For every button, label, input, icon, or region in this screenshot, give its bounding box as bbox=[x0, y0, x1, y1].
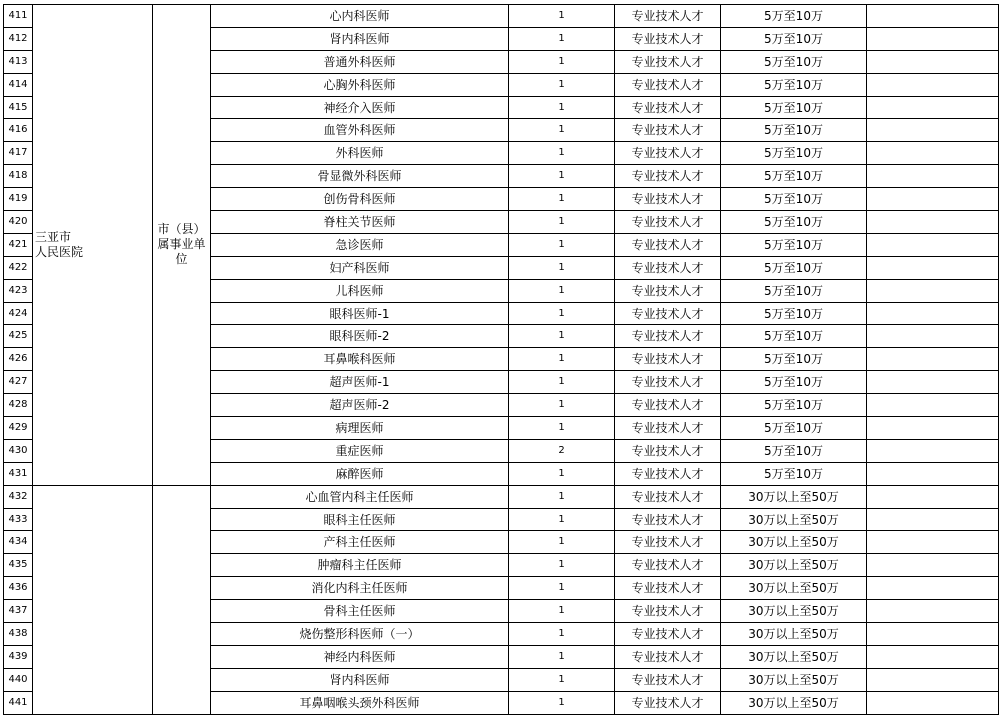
remarks-cell bbox=[867, 233, 999, 256]
table-row bbox=[4, 5, 999, 28]
salary-range-cell: 5万至10万 bbox=[721, 96, 867, 119]
talent-type-cell: 专业技术人才 bbox=[615, 27, 721, 50]
remarks-cell bbox=[867, 50, 999, 73]
talent-type-cell: 专业技术人才 bbox=[615, 96, 721, 119]
employer-unit-cell bbox=[33, 485, 153, 714]
row-number-cell: 415 bbox=[4, 96, 33, 119]
talent-type-cell: 专业技术人才 bbox=[615, 485, 721, 508]
salary-range-cell: 5万至10万 bbox=[721, 256, 867, 279]
position-name-cell: 肾内科医师 bbox=[211, 668, 509, 691]
row-number-cell: 435 bbox=[4, 554, 33, 577]
talent-type-cell: 专业技术人才 bbox=[615, 142, 721, 165]
row-number-cell: 441 bbox=[4, 691, 33, 714]
remarks-cell bbox=[867, 577, 999, 600]
talent-type-cell: 专业技术人才 bbox=[615, 211, 721, 234]
position-name-cell: 肾内科医师 bbox=[211, 27, 509, 50]
headcount-cell: 1 bbox=[509, 119, 615, 142]
unit-type-cell: 市（县） 属事业单 位 bbox=[153, 5, 211, 486]
headcount-cell: 1 bbox=[509, 27, 615, 50]
remarks-cell bbox=[867, 371, 999, 394]
talent-type-cell: 专业技术人才 bbox=[615, 233, 721, 256]
salary-range-cell: 5万至10万 bbox=[721, 302, 867, 325]
position-name-cell: 血管外科医师 bbox=[211, 119, 509, 142]
headcount-cell: 1 bbox=[509, 325, 615, 348]
row-number-cell: 430 bbox=[4, 439, 33, 462]
remarks-cell bbox=[867, 256, 999, 279]
salary-range-cell: 5万至10万 bbox=[721, 211, 867, 234]
headcount-cell: 2 bbox=[509, 439, 615, 462]
row-number-cell: 422 bbox=[4, 256, 33, 279]
remarks-cell bbox=[867, 623, 999, 646]
talent-type-cell: 专业技术人才 bbox=[615, 600, 721, 623]
position-name-cell: 神经内科医师 bbox=[211, 645, 509, 668]
salary-range-cell: 5万至10万 bbox=[721, 142, 867, 165]
position-name-cell: 心内科医师 bbox=[211, 5, 509, 28]
remarks-cell bbox=[867, 417, 999, 440]
position-name-cell: 急诊医师 bbox=[211, 233, 509, 256]
talent-type-cell: 专业技术人才 bbox=[615, 371, 721, 394]
row-number-cell: 439 bbox=[4, 645, 33, 668]
headcount-cell: 1 bbox=[509, 96, 615, 119]
position-name-cell: 心胸外科医师 bbox=[211, 73, 509, 96]
salary-range-cell: 5万至10万 bbox=[721, 462, 867, 485]
salary-range-cell: 5万至10万 bbox=[721, 325, 867, 348]
position-name-cell: 骨显微外科医师 bbox=[211, 165, 509, 188]
talent-type-cell: 专业技术人才 bbox=[615, 417, 721, 440]
position-name-cell: 眼科医师-1 bbox=[211, 302, 509, 325]
talent-type-cell: 专业技术人才 bbox=[615, 577, 721, 600]
headcount-cell: 1 bbox=[509, 188, 615, 211]
headcount-cell: 1 bbox=[509, 73, 615, 96]
position-name-cell: 普通外科医师 bbox=[211, 50, 509, 73]
talent-type-cell: 专业技术人才 bbox=[615, 73, 721, 96]
remarks-cell bbox=[867, 508, 999, 531]
headcount-cell: 1 bbox=[509, 668, 615, 691]
position-name-cell: 超声医师-2 bbox=[211, 394, 509, 417]
row-number-cell: 434 bbox=[4, 531, 33, 554]
row-number-cell: 411 bbox=[4, 5, 33, 28]
row-number-cell: 437 bbox=[4, 600, 33, 623]
remarks-cell bbox=[867, 73, 999, 96]
salary-range-cell: 5万至10万 bbox=[721, 27, 867, 50]
remarks-cell bbox=[867, 211, 999, 234]
salary-range-cell: 5万至10万 bbox=[721, 371, 867, 394]
salary-range-cell: 30万以上至50万 bbox=[721, 554, 867, 577]
position-name-cell: 耳鼻喉科医师 bbox=[211, 348, 509, 371]
position-name-cell: 妇产科医师 bbox=[211, 256, 509, 279]
talent-type-cell: 专业技术人才 bbox=[615, 394, 721, 417]
position-name-cell: 外科医师 bbox=[211, 142, 509, 165]
position-name-cell: 烧伤整形科医师（一） bbox=[211, 623, 509, 646]
headcount-cell: 1 bbox=[509, 577, 615, 600]
talent-type-cell: 专业技术人才 bbox=[615, 439, 721, 462]
salary-range-cell: 5万至10万 bbox=[721, 188, 867, 211]
talent-type-cell: 专业技术人才 bbox=[615, 5, 721, 28]
headcount-cell: 1 bbox=[509, 279, 615, 302]
position-name-cell: 心血管内科主任医师 bbox=[211, 485, 509, 508]
talent-type-cell: 专业技术人才 bbox=[615, 348, 721, 371]
talent-type-cell: 专业技术人才 bbox=[615, 188, 721, 211]
headcount-cell: 1 bbox=[509, 531, 615, 554]
position-name-cell: 肿瘤科主任医师 bbox=[211, 554, 509, 577]
position-name-cell: 产科主任医师 bbox=[211, 531, 509, 554]
salary-range-cell: 5万至10万 bbox=[721, 73, 867, 96]
position-name-cell: 病理医师 bbox=[211, 417, 509, 440]
headcount-cell: 1 bbox=[509, 691, 615, 714]
headcount-cell: 1 bbox=[509, 645, 615, 668]
talent-type-cell: 专业技术人才 bbox=[615, 302, 721, 325]
row-number-cell: 425 bbox=[4, 325, 33, 348]
position-name-cell: 神经介入医师 bbox=[211, 96, 509, 119]
headcount-cell: 1 bbox=[509, 5, 615, 28]
row-number-cell: 417 bbox=[4, 142, 33, 165]
position-name-cell: 脊柱关节医师 bbox=[211, 211, 509, 234]
remarks-cell bbox=[867, 27, 999, 50]
headcount-cell: 1 bbox=[509, 554, 615, 577]
remarks-cell bbox=[867, 531, 999, 554]
headcount-cell: 1 bbox=[509, 233, 615, 256]
salary-range-cell: 5万至10万 bbox=[721, 279, 867, 302]
talent-type-cell: 专业技术人才 bbox=[615, 279, 721, 302]
headcount-cell: 1 bbox=[509, 462, 615, 485]
remarks-cell bbox=[867, 302, 999, 325]
position-name-cell: 重症医师 bbox=[211, 439, 509, 462]
position-name-cell: 消化内科主任医师 bbox=[211, 577, 509, 600]
talent-type-cell: 专业技术人才 bbox=[615, 691, 721, 714]
row-number-cell: 429 bbox=[4, 417, 33, 440]
row-number-cell: 421 bbox=[4, 233, 33, 256]
headcount-cell: 1 bbox=[509, 165, 615, 188]
position-name-cell: 眼科医师-2 bbox=[211, 325, 509, 348]
row-number-cell: 424 bbox=[4, 302, 33, 325]
remarks-cell bbox=[867, 645, 999, 668]
salary-range-cell: 5万至10万 bbox=[721, 348, 867, 371]
headcount-cell: 1 bbox=[509, 302, 615, 325]
position-name-cell: 儿科医师 bbox=[211, 279, 509, 302]
headcount-cell: 1 bbox=[509, 600, 615, 623]
remarks-cell bbox=[867, 5, 999, 28]
salary-range-cell: 30万以上至50万 bbox=[721, 691, 867, 714]
row-number-cell: 440 bbox=[4, 668, 33, 691]
salary-range-cell: 5万至10万 bbox=[721, 119, 867, 142]
employer-unit-cell: 三亚市 人民医院 bbox=[33, 5, 153, 486]
salary-range-cell: 5万至10万 bbox=[721, 5, 867, 28]
position-name-cell: 骨科主任医师 bbox=[211, 600, 509, 623]
talent-type-cell: 专业技术人才 bbox=[615, 256, 721, 279]
remarks-cell bbox=[867, 325, 999, 348]
table-row bbox=[4, 485, 999, 508]
headcount-cell: 1 bbox=[509, 417, 615, 440]
salary-range-cell: 30万以上至50万 bbox=[721, 623, 867, 646]
salary-range-cell: 30万以上至50万 bbox=[721, 645, 867, 668]
recruitment-table bbox=[3, 4, 999, 715]
row-number-cell: 423 bbox=[4, 279, 33, 302]
remarks-cell bbox=[867, 394, 999, 417]
salary-range-cell: 30万以上至50万 bbox=[721, 668, 867, 691]
headcount-cell: 1 bbox=[509, 211, 615, 234]
row-number-cell: 420 bbox=[4, 211, 33, 234]
position-name-cell: 麻醉医师 bbox=[211, 462, 509, 485]
talent-type-cell: 专业技术人才 bbox=[615, 462, 721, 485]
salary-range-cell: 5万至10万 bbox=[721, 439, 867, 462]
row-number-cell: 426 bbox=[4, 348, 33, 371]
remarks-cell bbox=[867, 485, 999, 508]
salary-range-cell: 5万至10万 bbox=[721, 233, 867, 256]
row-number-cell: 412 bbox=[4, 27, 33, 50]
talent-type-cell: 专业技术人才 bbox=[615, 668, 721, 691]
salary-range-cell: 30万以上至50万 bbox=[721, 577, 867, 600]
remarks-cell bbox=[867, 439, 999, 462]
headcount-cell: 1 bbox=[509, 256, 615, 279]
row-number-cell: 414 bbox=[4, 73, 33, 96]
remarks-cell bbox=[867, 554, 999, 577]
remarks-cell bbox=[867, 462, 999, 485]
talent-type-cell: 专业技术人才 bbox=[615, 165, 721, 188]
row-number-cell: 433 bbox=[4, 508, 33, 531]
row-number-cell: 438 bbox=[4, 623, 33, 646]
salary-range-cell: 30万以上至50万 bbox=[721, 508, 867, 531]
row-number-cell: 431 bbox=[4, 462, 33, 485]
remarks-cell bbox=[867, 279, 999, 302]
talent-type-cell: 专业技术人才 bbox=[615, 508, 721, 531]
remarks-cell bbox=[867, 96, 999, 119]
row-number-cell: 419 bbox=[4, 188, 33, 211]
talent-type-cell: 专业技术人才 bbox=[615, 554, 721, 577]
remarks-cell bbox=[867, 119, 999, 142]
headcount-cell: 1 bbox=[509, 623, 615, 646]
position-name-cell: 超声医师-1 bbox=[211, 371, 509, 394]
row-number-cell: 418 bbox=[4, 165, 33, 188]
headcount-cell: 1 bbox=[509, 348, 615, 371]
talent-type-cell: 专业技术人才 bbox=[615, 531, 721, 554]
remarks-cell bbox=[867, 142, 999, 165]
headcount-cell: 1 bbox=[509, 50, 615, 73]
salary-range-cell: 5万至10万 bbox=[721, 394, 867, 417]
row-number-cell: 427 bbox=[4, 371, 33, 394]
remarks-cell bbox=[867, 668, 999, 691]
row-number-cell: 413 bbox=[4, 50, 33, 73]
headcount-cell: 1 bbox=[509, 485, 615, 508]
position-name-cell: 耳鼻咽喉头颈外科医师 bbox=[211, 691, 509, 714]
talent-type-cell: 专业技术人才 bbox=[615, 119, 721, 142]
salary-range-cell: 30万以上至50万 bbox=[721, 600, 867, 623]
headcount-cell: 1 bbox=[509, 394, 615, 417]
row-number-cell: 436 bbox=[4, 577, 33, 600]
position-name-cell: 创伤骨科医师 bbox=[211, 188, 509, 211]
remarks-cell bbox=[867, 348, 999, 371]
headcount-cell: 1 bbox=[509, 142, 615, 165]
remarks-cell bbox=[867, 600, 999, 623]
headcount-cell: 1 bbox=[509, 508, 615, 531]
headcount-cell: 1 bbox=[509, 371, 615, 394]
remarks-cell bbox=[867, 165, 999, 188]
salary-range-cell: 5万至10万 bbox=[721, 165, 867, 188]
position-name-cell: 眼科主任医师 bbox=[211, 508, 509, 531]
row-number-cell: 428 bbox=[4, 394, 33, 417]
talent-type-cell: 专业技术人才 bbox=[615, 325, 721, 348]
salary-range-cell: 30万以上至50万 bbox=[721, 531, 867, 554]
row-number-cell: 416 bbox=[4, 119, 33, 142]
salary-range-cell: 5万至10万 bbox=[721, 50, 867, 73]
talent-type-cell: 专业技术人才 bbox=[615, 645, 721, 668]
row-number-cell: 432 bbox=[4, 485, 33, 508]
talent-type-cell: 专业技术人才 bbox=[615, 50, 721, 73]
talent-type-cell: 专业技术人才 bbox=[615, 623, 721, 646]
salary-range-cell: 5万至10万 bbox=[721, 417, 867, 440]
remarks-cell bbox=[867, 188, 999, 211]
salary-range-cell: 30万以上至50万 bbox=[721, 485, 867, 508]
unit-type-cell bbox=[153, 485, 211, 714]
remarks-cell bbox=[867, 691, 999, 714]
